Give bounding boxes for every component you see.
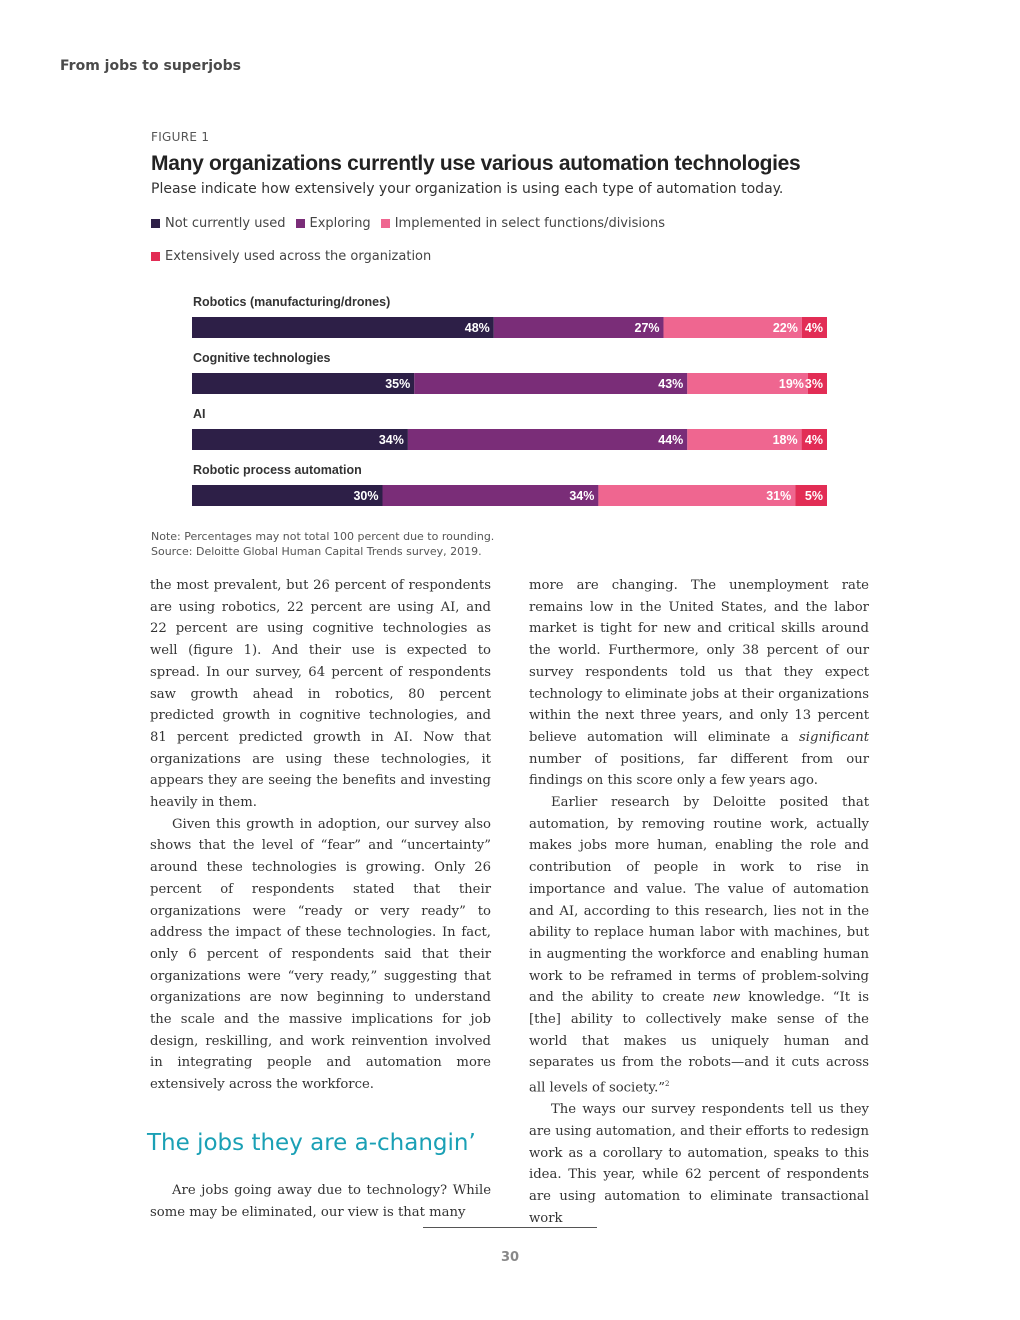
figure-source: Source: Deloitte Global Human Capital Trends survey, 2019. — [151, 545, 482, 558]
footnote-ref: 2 — [665, 1080, 670, 1089]
data-label: 43% — [658, 377, 684, 391]
data-label: 3% — [804, 377, 823, 391]
paragraph — [529, 575, 869, 792]
legend-label: Not currently used — [165, 216, 286, 231]
data-label: 35% — [385, 377, 411, 391]
category-label: Cognitive technologies — [193, 351, 331, 365]
emphasis: new — [712, 990, 741, 1006]
data-label: 27% — [634, 321, 660, 335]
bar-segment — [192, 429, 408, 450]
text-run: Earlier research by Deloitte posited that automation, by removing routine work, actually makes jobs more human, enabling the role and contribution of people in work to rise in importance and value. The value of automation and AI, according to this research, lies not in the ability to replace human labor with machines, but in augmenting the workforce and enabling human work to be reframed in terms of problem-solving and the ability to create — [529, 795, 869, 1006]
category-label: AI — [193, 407, 206, 421]
bar-segment — [192, 317, 494, 338]
figure-note: Note: Percentages may not total 100 percent due to rounding. — [151, 530, 495, 543]
figure-title: Many organizations currently use various automation technologies — [151, 152, 801, 175]
data-label: 34% — [569, 489, 595, 503]
legend-label: Extensively used across the organization — [165, 249, 432, 264]
data-label: 4% — [804, 321, 823, 335]
data-label: 44% — [658, 433, 684, 447]
paragraph: the most prevalent, but 26 percent of respondents are using robotics, 22 percent are using AI, and 22 percent are using cognitive technologies as well (figure 1). And their use is expected to spread. In our survey, 64 percent of respondents saw growth ahead in robotics, 80 percent predicted growth in cognitive technologies, and 81 percent predicted growth in AI. Now that organizations are using these technologies, it appears they are seeing the benefits and investing heavily in them. — [150, 578, 491, 811]
page-number: 30 — [500, 1250, 520, 1265]
text-run: more are changing. The unemployment rate remains low in the United States, and the labor market is tight for new and critical skills around the world. Furthermore, only 38 percent of our survey respondents told us that they expect technology to eliminate jobs at their organizations within the next three years, and only 13 percent believe automation will eliminate a — [529, 578, 869, 745]
data-label: 48% — [464, 321, 490, 335]
category-label: Robotic process automation — [193, 463, 362, 477]
data-label: 31% — [766, 489, 792, 503]
paragraph: Given this growth in adoption, our survey also shows that the level of “fear” and “uncertainty” around these technologies is growing. Only 26 percent of respondents stated that their organizations were “ready or very ready” to address the impact of these technologies. In fact, only 6 percent of respondents said that their organizations were “very ready,” suggesting that organizations are now beginning to understand the scale and the massive implications for job design, reskilling, and work reinvention involved in integrating people and automation more extensively across the workforce. — [150, 816, 491, 1093]
data-label: 19% — [778, 377, 804, 391]
figure-note-block — [151, 529, 494, 559]
text-run: knowledge. “It is [the] ability to collectively make sense of the world that makes us uniquely human and separates us from the robots—and it cuts across all levels of society.” — [529, 990, 869, 1096]
paragraph — [529, 792, 869, 1099]
paragraph: The ways our survey respondents tell us they are using automation, and their efforts to redesign work as a corollary to automation, speaks to this idea. This year, while 62 percent of respondents are using automation to eliminate transactional work — [529, 1102, 869, 1226]
figure-label: FIGURE 1 — [151, 130, 210, 144]
body-column-right — [529, 575, 869, 1229]
data-label: 5% — [804, 489, 823, 503]
data-label: 22% — [772, 321, 798, 335]
bar-segment — [383, 485, 599, 506]
footer-rule — [423, 1227, 597, 1228]
section-heading: The jobs they are a-changin’ — [147, 1129, 476, 1156]
legend-label: Implemented in select functions/divisions — [394, 216, 665, 231]
paragraph: Are jobs going away due to technology? While some may be eliminated, our view is that many — [150, 1182, 491, 1220]
data-label: 18% — [772, 433, 798, 447]
bar-segment — [408, 429, 687, 450]
bar-segment — [414, 373, 687, 394]
text-run: number of positions, far different from our findings on this score only a few years ago. — [529, 751, 869, 789]
data-label: 34% — [378, 433, 404, 447]
data-label: 4% — [804, 433, 823, 447]
bar-segment — [192, 373, 414, 394]
figure-subtitle: Please indicate how extensively your organization is using each type of automation today. — [151, 181, 784, 197]
emphasis: significant — [799, 729, 869, 745]
category-label: Robotics (manufacturing/drones) — [193, 295, 391, 309]
body-column-left — [147, 575, 491, 1223]
legend-label: Exploring — [309, 216, 371, 231]
data-label: 30% — [353, 489, 379, 503]
running-header: From jobs to superjobs — [60, 58, 241, 74]
stacked-bar-chart — [0, 0, 1020, 520]
